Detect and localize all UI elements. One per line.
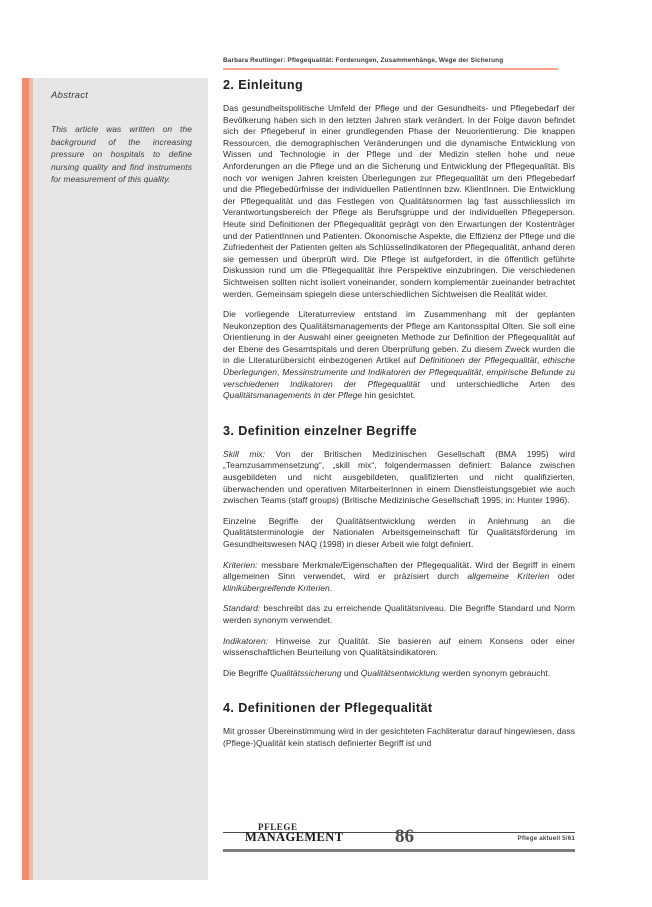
text-kriterien-1: messbare Merkmale/Eigenschaften der Pflegequalität. Wird der Begriff in einem allgemeinen Sinn verwendet, wird er präzisiert durch	[223, 559, 575, 582]
logo-top-line: PFLEGE	[258, 822, 298, 832]
text-standard: beschreibt das zu erreichende Qualitätsniveau. Die Begriffe Standard und Norm werden synonym verwendet.	[223, 603, 575, 625]
text-indikatoren: Hinweise zur Qualität. Sie basieren auf einem Konsens oder einer wissenschaftlichen Beurteilung von Qualitätsindikatoren.	[223, 635, 575, 658]
paragraph-einleitung-1: Das gesundheitspolitische Umfeld der Pflege und der Gesundheits- und Pflegebedarf der Bevölkerung haben sich in den letzten Jahren stark verändert. In der Folge davon befindet sich der Pflegeberuf in einer grundlegenden Phase der Neuorientierung. Die knappen Ressourcen, die demographischen Veränderungen und die dynamische Entwicklung von Wissen und Technologie in der Pflege und der Medizin stellen hohe und neue Anforderungen an die Pflege und an die Sicherung und Entwicklung der Pflegequalität. Bis noch vor wenigen Jahren kreisten Überlegungen zur Pflegequalität um den Pflegebedarf und die Pflegebedürfnisse der individuellen PatientInnen bzw. KlientInnen. Die Entwicklung der Pflegequalität und das Festlegen von Qualitätsnormen lag fast ausschliesslich im Verantwortungsbereich der Pflege als Berufsgruppe und der individuellen Pflegeperson. Heute sind Definitionen der Pflegequalität geprägt von den Erwartungen der Kostenträger und der PatientInnen und Patienten. Ökonomische Aspekte, die Effizienz der Pflege und die Zufriedenheit der Patienten gelten als Schlüsselindikatoren der Pflegequalität, anhand deren sie gemessen und überprüft wird. Die Pflege ist aufgefordert, in die öffentlich geführte Diskussion rund um die Pflegequalität ihre Perspektive einzubringen. Die verschiedenen Sichtweisen sollten nicht isoliert voneinander, sondern komplementär zueinander betrachtet werden. Gemeinsam spiegeln diese unterschiedlichen Sichtweisen die Realität wider.	[223, 103, 575, 299]
paragraph-indikatoren	[223, 636, 575, 659]
paragraph-qualitaetsterminologie: Einzelne Begriffe der Qualitätsentwicklung werden in Anlehnung an die Qualitätsterminologie der Nationalen Arbeitsgemeinschaft für Qualitätsförderung im Gesundheitswesen NAQ (1998) in dieser Arbeit wie folgt definiert.	[223, 515, 575, 549]
paragraph-pflegequalitaet-1: Mit grosser Übereinstimmung wird in der gesichteten Fachliteratur darauf hingewiesen, dass (Pflege-)Qualität kein statisch definierter Begriff ist und	[223, 726, 575, 748]
par2-tail: hin gesichtet.	[362, 390, 416, 401]
synonym-tail: werden synonym gebraucht.	[439, 667, 551, 678]
left-accent-bar	[22, 78, 29, 880]
text-kriterien-2: oder	[549, 571, 576, 582]
italic-qualitaetsentwicklung: Qualitätsentwicklung	[360, 667, 440, 678]
term-standard: Standard:	[223, 603, 261, 614]
page-footer	[223, 822, 575, 856]
italic-klinikuebergreifende-kriterien: klinikübergreifende Kriterien	[223, 582, 330, 593]
synonym-mid: und	[341, 667, 361, 678]
journal-logo	[245, 823, 365, 844]
text-skill-mix: Von der Britischen Medizinischen Gesellschaft (BMA 1995) wird „Teamzusammensetzung“, „skill mix“, folgendermassen definiert: Balance zwischen ausgebildeten und nicht ausgebildeten, qualifizierten und nicht qualifizierten, überwachenden und operativen MitarbeiterInnen in einem Dienstleistungsgebiet wie auch zwischen Teams (staff groups) (Britische Medizinische Gesellschaft 1995; in: Hunter 1996).	[223, 448, 575, 506]
running-head: Barbara Reutlinger: Pflegequalität: Forderungen, Zusammenhänge, Wege der Sicherung	[223, 57, 504, 64]
paragraph-kriterien	[223, 560, 575, 595]
synonym-lead: Die Begriffe	[223, 667, 271, 678]
term-indikatoren: Indikatoren:	[223, 635, 269, 646]
paragraph-einleitung-2	[223, 309, 575, 402]
paragraph-skill-mix	[223, 449, 575, 507]
term-skill-mix: Skill mix:	[223, 448, 266, 459]
italic-qualitaetssicherung: Qualitätssicherung	[270, 667, 342, 678]
par2-italic-3: Messinstrumente und Indikatoren der Pflegequalität	[282, 367, 482, 378]
logo-bottom-line: MANAGEMENT	[245, 830, 344, 844]
abstract-text: This article was written on the background of the increasing pressure on hospitals to define nursing quality and find instruments for measurement of this quality.	[51, 124, 192, 185]
page-number: 86	[395, 826, 414, 847]
text-kriterien-3: .	[329, 582, 333, 593]
par2-mid-4: und unterschiedliche Arten des	[419, 378, 575, 389]
par2-mid-2: ,	[277, 367, 283, 378]
heading-definition-begriffe: 3. Definition einzelner Begriffe	[223, 423, 418, 438]
par2-mid-1: ,	[536, 355, 543, 366]
par2-italic-4: empirische Befunde zu verschiedenen Indikatoren der Pflegequalität	[223, 367, 576, 389]
running-head-rule	[223, 68, 558, 70]
par2-italic-1: Definitionen der Pflegequalität	[419, 355, 537, 366]
issue-reference: Pflege aktuell 5/61	[517, 835, 575, 842]
footer-rule-bottom	[223, 849, 575, 852]
abstract-sidebar	[33, 78, 208, 880]
abstract-title: Abstract	[51, 90, 89, 101]
term-kriterien: Kriterien:	[223, 559, 258, 570]
italic-allgemeine-kriterien: allgemeine Kriterien	[467, 571, 550, 582]
heading-einleitung: 2. Einleitung	[223, 78, 304, 92]
paragraph-standard	[223, 603, 575, 626]
par2-mid-3: ,	[481, 367, 487, 378]
par2-lead: Die vorliegende Literaturreview entstand im Zusammenhang mit der geplanten Neukonzeption des Qualitätsmanagements der Pflege am Kantonsspital Olten. Sie soll eine Orientierung in der Auswahl einer geeigneten Methode zur Definition der Pflegequalität auf der Ebene des Gesamtspitals und deren Überprüfung geben. Zu diesem Zweck wurden die in die Literaturübersicht einbezogenen Artikel auf	[223, 309, 575, 366]
heading-definitionen-pflegequalitaet: 4. Definitionen der Pflegequalität	[223, 701, 433, 716]
right-margin	[630, 0, 652, 907]
par2-italic-2: ethische Überlegungen	[223, 355, 575, 378]
main-text-column	[223, 78, 575, 759]
paragraph-synonyme	[223, 668, 575, 680]
par2-italic-5: Qualitätsmanagements in der Pflege	[223, 390, 363, 401]
